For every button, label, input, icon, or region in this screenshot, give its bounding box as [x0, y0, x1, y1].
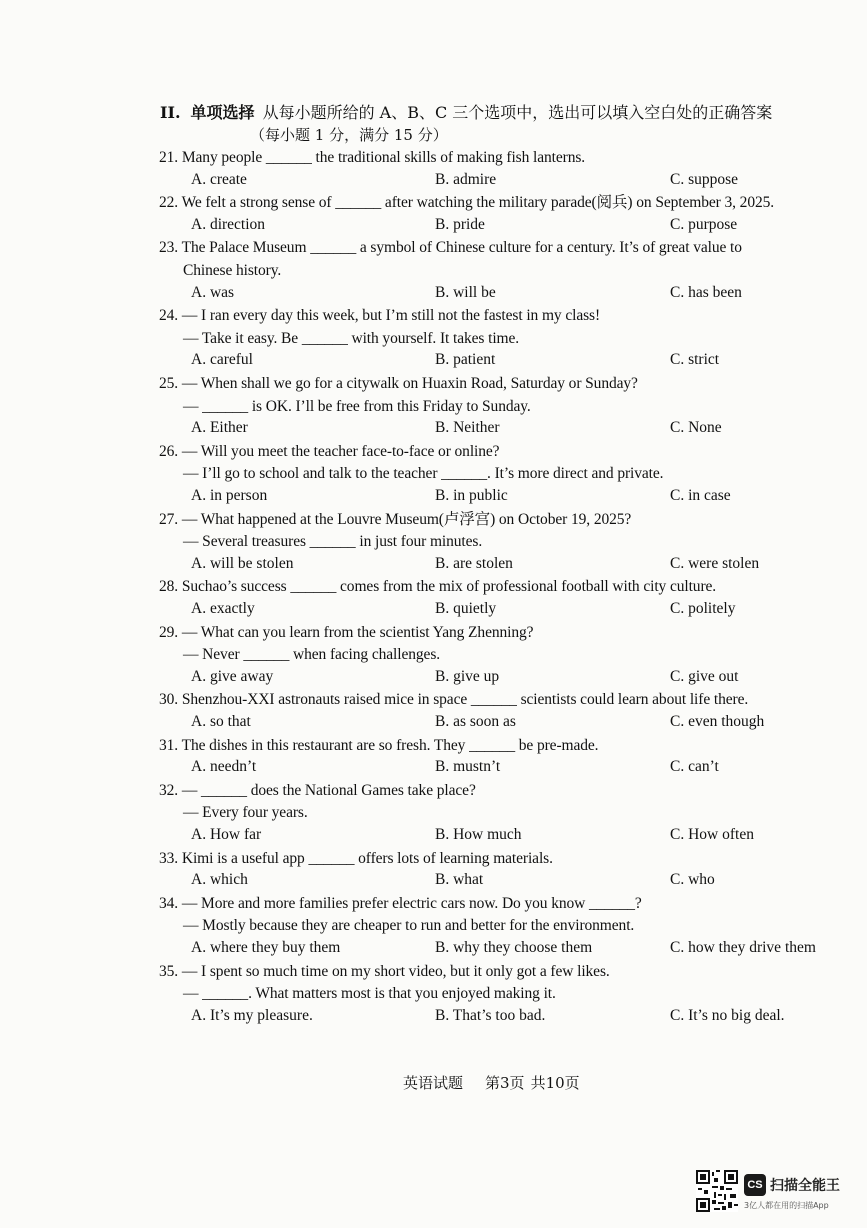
- option-b: B. give up: [435, 667, 500, 685]
- option-a: A. exactly: [191, 600, 255, 617]
- option-c: C. None: [670, 419, 722, 437]
- option-b: B. pride: [435, 215, 485, 233]
- option-a: A. give away: [191, 667, 274, 685]
- section-heading: [160, 100, 772, 123]
- option-a: A. How far: [191, 826, 262, 843]
- section-title: 单项选择: [190, 103, 255, 122]
- question-line: Chinese history.: [183, 262, 282, 279]
- question-stem: 35. — I spent so much time on my short video, but it only got a few likes.: [159, 962, 610, 980]
- option-a: A. Either: [191, 419, 248, 437]
- option-a: A. needn’t: [191, 758, 257, 776]
- question-stem: 22. We felt a strong sense of ______ after watching the military parade(阅兵) on September 3, 2025.: [159, 194, 775, 212]
- question-stem: 21. Many people ______ the traditional skills of making fish lanterns.: [159, 149, 586, 166]
- footer-page: 第3页: [485, 1074, 525, 1092]
- question-line: — ______. What matters most is that you enjoyed making it.: [183, 985, 556, 1003]
- question-stem: 29. — What can you learn from the scientist Yang Zhenning?: [159, 623, 534, 641]
- option-b: B. patient: [435, 351, 496, 369]
- question-line: — ______ is OK. I’ll be free from this Friday to Sunday.: [183, 397, 531, 415]
- question-line: — Mostly because they are cheaper to run and better for the environment.: [183, 917, 635, 935]
- option-c: C. politely: [670, 600, 736, 617]
- qr-code-icon: [696, 1170, 738, 1212]
- footer-subject: 英语试题: [403, 1074, 464, 1092]
- option-a: A. create: [191, 170, 247, 188]
- option-c: C. who: [670, 871, 715, 889]
- option-a: A. will be stolen: [191, 554, 294, 572]
- question-stem: 25. — When shall we go for a citywalk on Huaxin Road, Saturday or Sunday?: [159, 375, 638, 392]
- question-line: — Never ______ when facing challenges.: [183, 646, 441, 664]
- question-stem: 31. The dishes in this restaurant are so fresh. They ______ be pre-made.: [159, 736, 599, 754]
- option-c: C. can’t: [670, 758, 719, 776]
- question-line: — Several treasures ______ in just four minutes.: [183, 533, 483, 551]
- question-stem: 30. Shenzhou-XXI astronauts raised mice in space ______ scientists could learn about life there.: [159, 691, 749, 709]
- option-b: B. That’s too bad.: [435, 1006, 546, 1024]
- question-stem: 24. — I ran every day this week, but I’m still not the fastest in my class!: [159, 307, 601, 325]
- question-line: — Every four years.: [183, 804, 308, 822]
- option-a: A. It’s my pleasure.: [191, 1006, 313, 1024]
- section-instruction: 从每小题所给的 A、B、C 三个选项中，选出可以填入空白处的正确答案: [262, 103, 773, 122]
- option-b: B. as soon as: [435, 713, 516, 730]
- option-c: C. how they drive them: [670, 939, 816, 956]
- option-b: B. in public: [435, 487, 508, 504]
- question-line: — Take it easy. Be ______ with yourself. It takes time.: [183, 329, 520, 347]
- scanner-tagline: 3亿人都在用的扫描App: [744, 1201, 829, 1210]
- question-stem: 34. — More and more families prefer electric cars now. Do you know ______?: [159, 894, 642, 912]
- option-c: C. has been: [670, 283, 742, 301]
- section-scoring: （每小题 1 分，满分 15 分）: [250, 126, 448, 144]
- option-a: A. direction: [191, 215, 266, 233]
- option-a: A. so that: [191, 713, 251, 730]
- option-c: C. even though: [670, 713, 765, 730]
- scanner-logo: CS: [744, 1174, 766, 1196]
- footer-total: 共10页: [530, 1074, 580, 1092]
- question-stem: 28. Suchao’s success ______ comes from the mix of professional football with city culture.: [159, 578, 717, 596]
- question-stem: 33. Kimi is a useful app ______ offers lots of learning materials.: [159, 849, 553, 867]
- section-number: II.: [160, 103, 181, 122]
- option-b: B. will be: [435, 283, 496, 301]
- question-stem: 32. — ______ does the National Games take place?: [159, 781, 476, 799]
- option-c: C. suppose: [670, 170, 739, 188]
- option-c: C. give out: [670, 667, 739, 685]
- option-b: B. are stolen: [435, 554, 513, 572]
- option-c: C. It’s no big deal.: [670, 1006, 785, 1024]
- option-a: A. careful: [191, 351, 253, 369]
- option-b: B. How much: [435, 826, 522, 843]
- option-b: B. quietly: [435, 600, 497, 617]
- option-c: C. were stolen: [670, 554, 760, 572]
- option-a: A. where they buy them: [191, 939, 341, 956]
- option-c: C. purpose: [670, 215, 738, 233]
- option-b: B. mustn’t: [435, 758, 501, 776]
- option-b: B. Neither: [435, 419, 500, 437]
- option-b: B. what: [435, 871, 484, 889]
- option-c: C. strict: [670, 351, 720, 369]
- option-b: B. admire: [435, 170, 497, 188]
- question-stem: 26. — Will you meet the teacher face-to-face or online?: [159, 442, 500, 460]
- option-b: B. why they choose them: [435, 939, 593, 956]
- option-a: A. which: [191, 871, 248, 889]
- question-stem: 27. — What happened at the Louvre Museum(卢浮宫) on October 19, 2025?: [159, 510, 632, 528]
- option-c: C. in case: [670, 487, 731, 504]
- option-a: A. in person: [191, 487, 268, 504]
- scanner-brand-name: 扫描全能王: [770, 1178, 840, 1194]
- question-stem: 23. The Palace Museum ______ a symbol of Chinese culture for a century. It’s of great value to: [159, 239, 742, 257]
- option-a: A. was: [191, 283, 235, 301]
- question-line: — I’ll go to school and talk to the teacher ______. It’s more direct and private.: [183, 465, 664, 483]
- option-c: C. How often: [670, 826, 754, 843]
- page-footer: [403, 1072, 602, 1093]
